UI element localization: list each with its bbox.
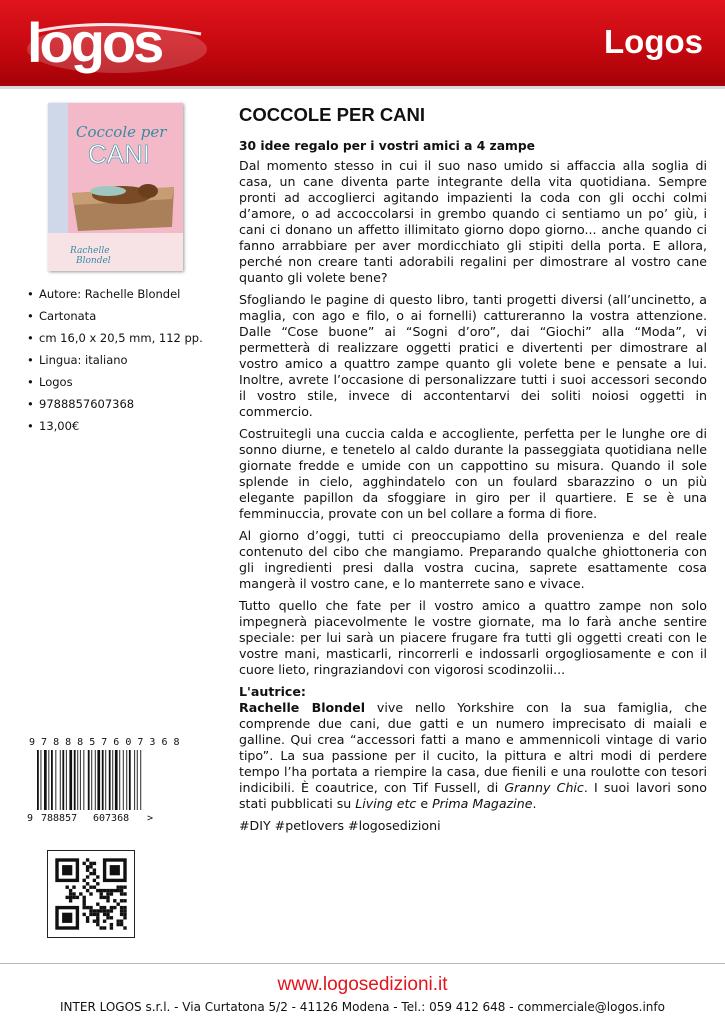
qr-module — [117, 889, 120, 892]
qr-module — [113, 899, 116, 902]
qr-module — [86, 865, 89, 868]
qr-module — [86, 920, 89, 923]
qr-module — [103, 926, 106, 929]
qr-module — [96, 882, 99, 885]
qr-module — [103, 889, 106, 892]
qr-module — [106, 916, 109, 919]
qr-module — [83, 903, 86, 906]
isbn-barcode — [27, 734, 180, 824]
author-magazine-1: Living etc — [355, 796, 417, 811]
qr-module — [83, 886, 86, 889]
author-magazine-2: Prima Magazine — [432, 796, 533, 811]
brand-name: Logos — [604, 23, 703, 60]
qr-module — [69, 892, 72, 895]
qr-module — [69, 899, 72, 902]
qr-module — [89, 886, 92, 889]
author-bio-text-4: . — [532, 796, 537, 811]
qr-module — [83, 913, 86, 916]
qr-module — [93, 913, 96, 916]
qr-module — [117, 886, 120, 889]
author-bio-text-2: . I suoi lavori sono stati pubblicati su — [239, 780, 707, 811]
footer-divider — [0, 963, 725, 964]
author-bio-text-3: e — [416, 796, 433, 811]
meta-binding: • Cartonata — [26, 308, 203, 330]
barcode-bar — [48, 750, 49, 810]
barcode-bar — [126, 750, 127, 810]
qr-module — [120, 886, 123, 889]
qr-module — [76, 896, 79, 899]
meta-publisher: • Logos — [26, 374, 203, 396]
qr-module — [93, 869, 96, 872]
qr-module — [96, 913, 99, 916]
qr-module — [106, 892, 109, 895]
book-title: COCCOLE PER CANI — [239, 104, 426, 125]
qr-module — [93, 862, 96, 865]
qr-module — [123, 909, 126, 912]
cover-title-line2: CANI — [88, 139, 151, 169]
barcode-right-digits: 607368 — [93, 813, 130, 824]
barcode-bar — [37, 750, 39, 810]
barcode-bar — [62, 750, 64, 810]
description-paragraph-5: Tutto quello che fate per il vostro amico a quattro zampe non solo impegnerà piacevolmente le vostre giornate, ma lo farà anche sentire speciale: per lui sarà un piacere frugare fra tutti gli oggetti creati con le vostre mani, masticarli, rincorrerli e indossarli orgogliosamente e con il cuore lieto, ringraziandovi con vigorosi scodinzolii... — [239, 598, 707, 677]
qr-module — [113, 889, 116, 892]
barcode-bar — [119, 750, 120, 810]
qr-finder — [62, 865, 72, 875]
barcode-bar — [140, 750, 141, 810]
barcode-bar — [51, 750, 53, 810]
qr-module — [123, 906, 126, 909]
website-link[interactable]: www.logosedizioni.it — [277, 974, 448, 995]
qr-module — [83, 906, 86, 909]
qr-module — [86, 875, 89, 878]
company-address: INTER LOGOS s.r.l. - Via Curtatona 5/2 - 41126 Modena - Tel.: 059 412 648 - commerciale@logos.info — [60, 1000, 665, 1014]
qr-module — [120, 899, 123, 902]
qr-module — [89, 906, 92, 909]
qr-module — [113, 906, 116, 909]
qr-module — [110, 926, 113, 929]
qr-module — [106, 896, 109, 899]
barcode-bar — [105, 750, 106, 810]
qr-module — [96, 920, 99, 923]
qr-module — [69, 896, 72, 899]
qr-module — [103, 896, 106, 899]
qr-module — [96, 909, 99, 912]
qr-module — [93, 872, 96, 875]
qr-module — [120, 913, 123, 916]
qr-module — [89, 892, 92, 895]
barcode-bar — [112, 750, 113, 810]
barcode-left-digits: 788857 — [41, 813, 78, 824]
barcode-bar — [115, 750, 118, 810]
qr-module — [79, 892, 82, 895]
author-heading: L'autrice: — [239, 684, 306, 699]
qr-module — [66, 886, 69, 889]
hashtags: #DIY #petlovers #logosedizioni — [239, 818, 441, 833]
qr-module — [110, 892, 113, 895]
qr-module — [110, 923, 113, 926]
barcode-end-marker: > — [147, 813, 154, 824]
qr-finder — [110, 865, 120, 875]
qr-module — [100, 909, 103, 912]
qr-module — [123, 926, 126, 929]
qr-module — [96, 903, 99, 906]
qr-module — [103, 909, 106, 912]
barcode-bar — [109, 750, 111, 810]
qr-module — [106, 889, 109, 892]
author-book-title: Granny Chic — [504, 780, 584, 795]
book-cover-image[interactable] — [48, 103, 183, 271]
barcode-bar — [97, 750, 100, 810]
description-paragraph-2: Sfogliando le pagine di questo libro, tanti progetti diversi (all’uncinetto, a maglia, con ago e filo, o ai fornelli) cattureranno la vostra attenzione. Dalle “Cose buone” ai “Sogni d’oro”, dai “Giochi” alla “Moda”, vi permetterà di realizzare oggetti pratici e divertenti per dimostrare al vostro amico a quattro zampe quanto gli volete bene e pensate a lui. Inoltre, avrete l’occasione di personalizzare tutti i suoi accessori secondo il vostro stile, invece di accontentarvi dei soliti noiosi oggetti in commercio. — [239, 292, 707, 419]
qr-module — [123, 892, 126, 895]
author-bio — [239, 700, 707, 812]
qr-module — [72, 892, 75, 895]
book-meta-list — [26, 286, 203, 440]
barcode-bar — [66, 750, 67, 810]
qr-module — [106, 909, 109, 912]
author-name: Rachelle Blondel — [239, 700, 366, 715]
qr-module — [110, 916, 113, 919]
barcode-bar — [91, 750, 92, 810]
barcode-bar — [95, 750, 96, 810]
qr-module — [100, 896, 103, 899]
qr-module — [120, 906, 123, 909]
meta-price: • 13,00€ — [26, 418, 203, 440]
qr-module — [86, 882, 89, 885]
meta-format: • cm 16,0 x 20,5 mm, 112 pp. — [26, 330, 203, 352]
qr-module — [66, 896, 69, 899]
description-paragraph-3: Costruitegli una cuccia calda e accogliente, perfetta per le lunghe ore di sonno diurne, e tenetelo al caldo durante la passeggiata quotidiana nelle giornate fredde e umide con un cappottino su misura. Quando il sole splende in cielo, agghindatelo con un foulard sbarazzino o un più elegante papillon da sfoggiare in giro per il quartiere. E se è una femminuccia, provate con un bel collare a forma di fiore. — [239, 426, 707, 521]
barcode-bar — [55, 750, 56, 810]
qr-module — [110, 906, 113, 909]
qr-module — [72, 896, 75, 899]
qr-module — [93, 879, 96, 882]
qr-module — [117, 920, 120, 923]
barcode-bar — [60, 750, 61, 810]
qr-module — [93, 886, 96, 889]
barcode-bar — [123, 750, 124, 810]
cover-author-line1: Rachelle — [70, 246, 110, 256]
qr-module — [123, 916, 126, 919]
qr-module — [86, 869, 89, 872]
qr-module — [86, 858, 89, 861]
header-divider — [0, 86, 725, 89]
barcode-bar — [83, 750, 84, 810]
qr-module — [89, 913, 92, 916]
qr-module — [96, 923, 99, 926]
qr-code[interactable] — [47, 850, 135, 938]
qr-module — [89, 865, 92, 868]
cover-author-line2: Blondel — [76, 256, 111, 266]
qr-module — [86, 906, 89, 909]
logos-logo[interactable] — [25, 12, 207, 76]
barcode-first-digit: 9 — [27, 813, 34, 824]
qr-module — [93, 920, 96, 923]
description-paragraph-4: Al giorno d’oggi, tutti ci preoccupiamo della provenienza e del reale contenuto del cibo che mangiamo. Preparando qualche ghiottoneria con gli ingredienti presi dalla vostra cucina, saprete esattamente cosa mangerà il vostro cane, e lo manterrete sano e vivace. — [239, 528, 707, 591]
qr-module — [117, 903, 120, 906]
qr-module — [110, 909, 113, 912]
qr-finder — [62, 913, 72, 923]
qr-module — [93, 909, 96, 912]
barcode-bar — [88, 750, 90, 810]
qr-module — [96, 889, 99, 892]
qr-module — [100, 906, 103, 909]
qr-module — [117, 923, 120, 926]
barcode-bar — [129, 750, 131, 810]
barcode-bar — [74, 750, 76, 810]
qr-module — [86, 889, 89, 892]
barcode-bar — [41, 750, 42, 810]
meta-language: • Lingua: italiano — [26, 352, 203, 374]
qr-module — [83, 879, 86, 882]
barcode-bar — [77, 750, 78, 810]
cover-title-line1: Coccole per — [76, 123, 167, 141]
meta-isbn: • 9788857607368 — [26, 396, 203, 418]
barcode-bar — [80, 750, 81, 810]
qr-module — [120, 920, 123, 923]
qr-module — [106, 913, 109, 916]
barcode-top-digits: 9 7 8 8 8 5 7 6 0 7 3 6 8 — [29, 737, 180, 748]
qr-module — [89, 862, 92, 865]
qr-module — [123, 913, 126, 916]
main-content — [239, 104, 707, 840]
qr-module — [96, 916, 99, 919]
meta-author: • Autore: Rachelle Blondel — [26, 286, 203, 308]
qr-module — [83, 862, 86, 865]
qr-module — [69, 889, 72, 892]
qr-module — [100, 892, 103, 895]
logo-text: logos — [27, 11, 162, 74]
qr-module — [103, 906, 106, 909]
qr-module — [106, 899, 109, 902]
book-subtitle: 30 idee regalo per i vostri amici a 4 zampe — [239, 139, 535, 153]
description-paragraph-1: Dal momento stesso in cui il suo naso umido si affaccia alla soglia di casa, un cane diventa parte integrante della vita quotidiana. Sempre pronti ad accoglierci agitando impazienti la coda con gli occhi colmi d’amore, o ad accoccolarsi in grembo quando ci sentiamo un po’ giù, i cani ci donano un affetto illimitato giorno dopo giorno... anche quando ci fanno arrabbiare per aver mordicchiato gli stipiti della porta. E allora, perché non creare tanti adorabili regalini per dimostrare al vostro cane quanto gli volete bene? — [239, 158, 707, 285]
barcode-bar — [137, 750, 138, 810]
qr-module — [100, 926, 103, 929]
qr-module — [89, 872, 92, 875]
qr-module — [89, 909, 92, 912]
qr-module — [120, 909, 123, 912]
qr-module — [120, 889, 123, 892]
qr-module — [120, 923, 123, 926]
barcode-bar — [102, 750, 104, 810]
qr-module — [100, 889, 103, 892]
qr-module — [96, 875, 99, 878]
qr-module — [86, 916, 89, 919]
qr-module — [110, 889, 113, 892]
qr-module — [72, 886, 75, 889]
qr-module — [123, 886, 126, 889]
qr-module — [83, 899, 86, 902]
barcode-bar — [134, 750, 135, 810]
qr-module — [103, 920, 106, 923]
qr-module — [120, 892, 123, 895]
qr-module — [103, 913, 106, 916]
barcode-bar — [69, 750, 72, 810]
author-bio-text-1: vive nello Yorkshire con la sua famiglia, che comprende due cani, due gatti e un numero imprecisato di maiali e galline. Qui crea “accessori fatti a mano e ammennicoli vintage di vario tipo”. La sua passione per il cucito, la pittura e altri modi di perdere tempo l’ha portata a riempire la casa, due fienili e una roulotte con tesori indicibili. È coautrice, con Tif Fussell, di — [239, 700, 707, 795]
qr-module — [123, 899, 126, 902]
qr-module — [83, 896, 86, 899]
barcode-bar — [44, 750, 47, 810]
